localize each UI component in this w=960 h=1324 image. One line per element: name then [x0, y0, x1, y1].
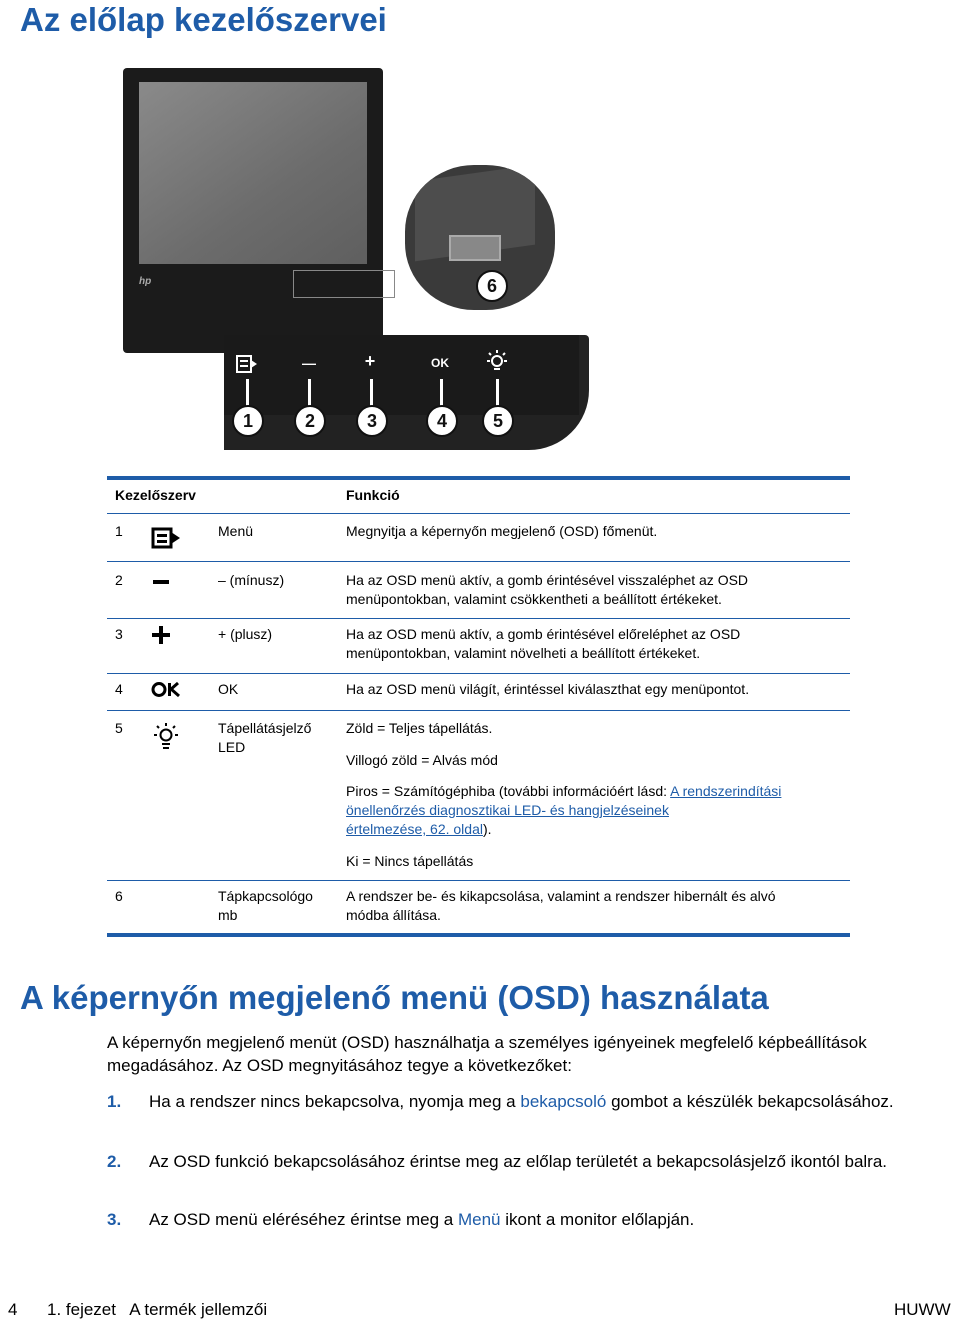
row-2-func-line2: menüpontokban, valamint csökkentheti a beállított értékeket. — [346, 591, 722, 607]
row-3-func-line2: menüpontokban, valamint növelheti a beállított értékeket. — [346, 645, 701, 661]
row-1-name: Menü — [218, 523, 254, 539]
front-panel-figure — [110, 60, 590, 460]
row-5-name-line1: Tápellátásjelző — [218, 720, 312, 736]
row-6-func-line2: módba állítása. — [346, 907, 441, 923]
callout-1: 1 — [232, 405, 264, 437]
diagnostic-led-link-line2[interactable]: önellenőrzés diagnosztikai LED- és hangjelzéseinek — [346, 802, 669, 818]
row-5-func-off: Ki = Nincs tápellátás — [346, 853, 474, 869]
row-3-name: + (plusz) — [218, 626, 273, 642]
section-title: A képernyőn megjelenő menü (OSD) használata — [20, 979, 769, 1016]
row-5-func-red: Piros = Számítógéphiba (további információért lásd: A rendszerindítási — [346, 783, 782, 799]
row-5-name-line2: LED — [218, 739, 246, 755]
minus-icon: — — [302, 355, 316, 371]
row-6-func-line1: A rendszer be- és kikapcsolása, valamint a rendszer hibernált és alvó — [346, 888, 776, 904]
row-4-num: 4 — [115, 681, 123, 697]
callout-6: 6 — [476, 270, 508, 302]
callout-4: 4 — [426, 405, 458, 437]
power-led-icon — [484, 349, 510, 375]
plus-icon: + — [364, 351, 376, 371]
menu-icon — [151, 527, 181, 549]
row-6-name-line1: Tápkapcsológo — [218, 888, 313, 904]
front-panel-detail — [224, 335, 589, 450]
plus-icon — [152, 626, 170, 644]
menu-term: Menü — [457, 1210, 501, 1229]
monitor-illustration — [123, 68, 383, 353]
row-5-func-green: Zöld = Teljes tápellátás. — [346, 720, 493, 736]
power-button-term: bekapcsoló — [520, 1092, 607, 1111]
row-6-num: 6 — [115, 888, 123, 904]
button-strip-highlight — [293, 270, 395, 298]
row-6-name-line2: mb — [218, 907, 238, 923]
page-number: 4 — [8, 1300, 18, 1319]
row-5-num: 5 — [115, 720, 123, 736]
row-5-func-red-line3: értelmezése, 62. oldal). — [346, 821, 492, 837]
row-3-num: 3 — [115, 626, 123, 642]
diagnostic-led-link-line3[interactable]: értelmezése, 62. oldal — [346, 821, 483, 837]
intro-paragraph: A képernyőn megjelenő menüt (OSD) használhatja a személyes igényeinek megfelelő képbeállítások megadásához. Az OSD megnyitásához tegye a következőket: — [107, 1033, 867, 1075]
ok-icon: OK — [431, 356, 449, 370]
row-5-func-blink: Villogó zöld = Alvás mód — [346, 752, 498, 768]
monitor-screen — [139, 82, 367, 264]
ok-icon — [151, 681, 181, 698]
row-2-name: – (mínusz) — [218, 572, 285, 588]
minus-icon — [153, 577, 169, 587]
power-switch — [449, 235, 501, 261]
row-1-num: 1 — [115, 523, 123, 539]
row-4-name: OK — [218, 681, 239, 697]
callout-3: 3 — [356, 405, 388, 437]
footer-locale: HUWW — [894, 1300, 951, 1319]
header-control: Kezelőszerv — [115, 487, 196, 503]
row-2-func-line1: Ha az OSD menü aktív, a gomb érintésével visszaléphet az OSD — [346, 572, 749, 588]
page-title: Az előlap kezelőszervei — [20, 1, 387, 38]
row-2-num: 2 — [115, 572, 123, 588]
diagnostic-led-link[interactable]: A rendszerindítási — [670, 783, 782, 799]
callout-5: 5 — [482, 405, 514, 437]
callout-2: 2 — [294, 405, 326, 437]
power-led-icon — [152, 722, 180, 750]
row-1-func: Megnyitja a képernyőn megjelenő (OSD) főmenüt. — [346, 523, 658, 539]
hp-logo: hp — [139, 276, 152, 287]
row-4-func: Ha az OSD menü világít, érintéssel kiválaszthat egy menüpontot. — [346, 681, 750, 697]
menu-icon — [236, 355, 258, 373]
row-3-func-line1: Ha az OSD menü aktív, a gomb érintésével előreléphet az OSD — [346, 626, 741, 642]
chapter-footer: 1. fejezet A termék jellemzői — [47, 1300, 268, 1319]
header-function: Funkció — [346, 487, 400, 503]
